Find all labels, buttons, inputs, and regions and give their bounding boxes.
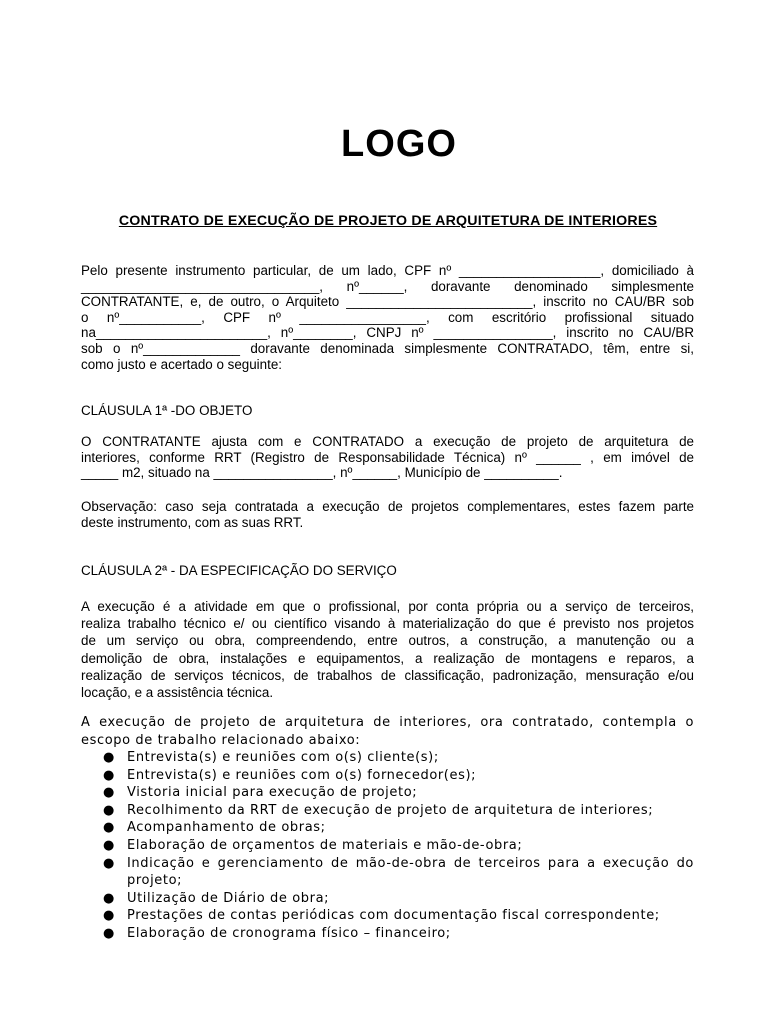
clause-2-line: realização de serviços técnicos, de trabalhos de classificação, padronização, mensuração e/ou — [81, 667, 694, 683]
intro-line: na_______________________, nº________, CNPJ nº ________________, inscrito no CAU/BR — [81, 325, 694, 341]
clause-1-line: O CONTRATANTE ajusta com e CONTRATADO a execução de projeto de arquitetura de — [81, 434, 694, 449]
list-item — [81, 767, 694, 785]
scope-item-text: Recolhimento da RRT de execução de projeto de arquitetura de interiores; — [127, 802, 654, 818]
bullet-icon: ● — [103, 750, 115, 765]
observation-line: deste instrumento, com as suas RRT. — [81, 514, 304, 530]
scope-list — [81, 749, 694, 943]
clause-2-line: demolição de obra, instalações e equipamentos, a realização de montagens e reparos, a — [81, 650, 694, 666]
intro-line: CONTRATANTE, e, de outro, o Arquiteto _________________________, inscrito no CAU/BR sob — [81, 294, 694, 310]
bullet-icon: ● — [103, 837, 115, 853]
clause-2-line: realiza trabalho técnico e/ ou científico visando à materialização do que é previsto nos projetos — [81, 616, 694, 632]
intro-paragraph — [81, 263, 694, 372]
list-item — [81, 749, 694, 767]
list-item — [81, 837, 694, 855]
scope-item-text: Acompanhamento de obras; — [127, 820, 326, 836]
list-item — [81, 907, 694, 925]
intro-line: sob o nº_____________ doravante denominada simplesmente CONTRATADO, têm, entre si, — [81, 340, 694, 356]
clause-2-line: A execução é a atividade em que o profissional, por conta própria ou a serviço de terceiros, — [81, 599, 694, 614]
clause-1-line: _____ m2, situado na ________________, nº______, Município de __________. — [81, 465, 563, 481]
intro-line: o nº___________, CPF nº _________________, com escritório profissional situado — [81, 309, 694, 325]
clause-2-heading: CLÁUSULA 2ª - DA ESPECIFICAÇÃO DO SERVIÇO — [81, 563, 397, 578]
scope-item-text: Elaboração de orçamentos de materiais e mão-de-obra; — [127, 837, 523, 853]
clause-1-heading: CLÁUSULA 1ª -DO OBJETO — [81, 403, 253, 418]
clause-1-body — [81, 434, 694, 481]
list-item — [81, 890, 694, 908]
bullet-icon: ● — [103, 802, 115, 818]
bullet-icon: ● — [103, 890, 115, 906]
scope-item-text: Indicação e gerenciamento de mão-de-obra de terceiros para a execução do projeto; — [127, 855, 694, 889]
intro-line: ________________________________, nº______, doravante denominado simplesmente — [81, 278, 694, 294]
intro-line: como justo e acertado o seguinte: — [81, 356, 282, 372]
bullet-icon: ● — [103, 785, 115, 801]
scope-intro-line: A execução de projeto de arquitetura de interiores, ora contratado, contempla o — [81, 715, 694, 730]
list-item — [81, 784, 694, 802]
bullet-icon: ● — [103, 855, 115, 871]
observation-line: Observação: caso seja contratada a execução de projetos complementares, estes fazem parte — [81, 499, 694, 514]
logo-placeholder: LOGO — [341, 123, 457, 165]
list-item — [81, 925, 694, 943]
bullet-icon: ● — [103, 767, 115, 783]
contract-title: CONTRATO DE EXECUÇÃO DE PROJETO DE ARQUITETURA DE INTERIORES — [118, 213, 658, 229]
list-item — [81, 819, 694, 837]
clause-2-line: de um serviço ou obra, compreendendo, entre outros, a construção, a manutenção ou a — [81, 633, 694, 649]
bullet-icon: ● — [103, 925, 115, 941]
scope-item-text: Entrevista(s) e reuniões com o(s) fornecedor(es); — [127, 767, 477, 783]
scope-item-text: Prestações de contas periódicas com documentação fiscal correspondente; — [127, 908, 660, 924]
scope-item-text: Vistoria inicial para execução de projeto; — [127, 785, 418, 801]
clause-2-body — [81, 598, 694, 701]
clause-1-observation — [81, 499, 694, 530]
scope-intro — [81, 714, 694, 749]
bullet-icon: ● — [103, 908, 115, 924]
intro-line: Pelo presente instrumento particular, de um lado, CPF nº ___________________, domiciliado à — [81, 263, 694, 278]
scope-item-text: Entrevista(s) e reuniões com o(s) cliente(s); — [127, 750, 439, 765]
scope-item-text: Elaboração de cronograma físico – financeiro; — [127, 925, 451, 941]
clause-2-line: locação, e a assistência técnica. — [81, 685, 274, 701]
list-item — [81, 802, 694, 820]
scope-intro-line: escopo de trabalho relacionado abaixo: — [81, 732, 361, 748]
clause-1-line: interiores, conforme RRT (Registro de Responsabilidade Técnica) nº ______ , em imóvel de — [81, 449, 694, 465]
scope-item-text: Utilização de Diário de obra; — [127, 890, 330, 906]
bullet-icon: ● — [103, 820, 115, 836]
list-item — [81, 855, 694, 890]
